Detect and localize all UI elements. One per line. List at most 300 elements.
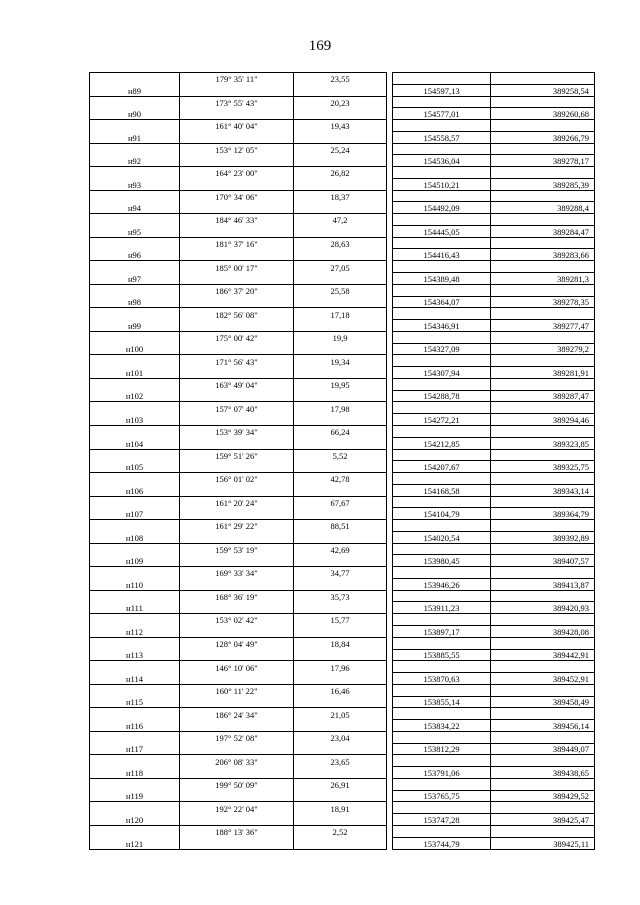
angle-cell: 161° 29' 22" xyxy=(180,520,294,532)
x-cell: 154536,04 xyxy=(393,155,491,167)
length-cell: 20,23 xyxy=(294,96,387,108)
length-cell: 26,82 xyxy=(294,167,387,179)
length-cell xyxy=(294,508,387,520)
x-cell xyxy=(393,802,491,814)
segment-row xyxy=(90,449,595,461)
length-cell: 19,43 xyxy=(294,120,387,132)
length-cell xyxy=(294,602,387,614)
point-cell: н116 xyxy=(90,720,180,732)
y-cell: 389278,17 xyxy=(491,155,595,167)
length-cell xyxy=(294,696,387,708)
angle-cell xyxy=(180,343,294,355)
length-cell: 18,84 xyxy=(294,637,387,649)
point-cell: н92 xyxy=(90,155,180,167)
length-cell xyxy=(294,578,387,590)
angle-cell xyxy=(180,367,294,379)
point-row xyxy=(90,343,595,355)
x-cell: 154364,07 xyxy=(393,296,491,308)
segment-row xyxy=(90,802,595,814)
x-cell xyxy=(393,308,491,320)
length-cell: 15,77 xyxy=(294,614,387,626)
y-cell: 389452,91 xyxy=(491,673,595,685)
y-cell: 389260,68 xyxy=(491,108,595,120)
x-cell xyxy=(393,543,491,555)
y-cell xyxy=(491,543,595,555)
x-cell: 154168,58 xyxy=(393,484,491,496)
length-cell xyxy=(294,225,387,237)
length-cell: 21,05 xyxy=(294,708,387,720)
point-cell: н115 xyxy=(90,696,180,708)
angle-cell: 179° 35' 11" xyxy=(180,73,294,85)
point-cell xyxy=(90,96,180,108)
point-cell: н99 xyxy=(90,320,180,332)
y-cell: 389277,47 xyxy=(491,320,595,332)
length-cell xyxy=(294,743,387,755)
y-cell xyxy=(491,520,595,532)
y-cell xyxy=(491,237,595,249)
angle-cell xyxy=(180,602,294,614)
angle-cell xyxy=(180,555,294,567)
point-cell xyxy=(90,826,180,838)
x-cell: 153747,28 xyxy=(393,814,491,826)
length-cell xyxy=(294,531,387,543)
x-cell xyxy=(393,496,491,508)
point-cell: н93 xyxy=(90,178,180,190)
x-cell xyxy=(393,120,491,132)
x-cell: 153855,14 xyxy=(393,696,491,708)
x-cell: 153870,63 xyxy=(393,673,491,685)
x-cell xyxy=(393,214,491,226)
x-cell: 153885,55 xyxy=(393,649,491,661)
point-row xyxy=(90,720,595,732)
point-row xyxy=(90,84,595,96)
point-cell: н120 xyxy=(90,814,180,826)
point-cell: н104 xyxy=(90,437,180,449)
point-row xyxy=(90,837,595,849)
point-cell xyxy=(90,496,180,508)
y-cell: 389294,46 xyxy=(491,414,595,426)
angle-cell xyxy=(180,673,294,685)
y-cell xyxy=(491,73,595,85)
angle-cell: 153° 39' 34" xyxy=(180,425,294,437)
y-cell xyxy=(491,167,595,179)
length-cell xyxy=(294,202,387,214)
y-cell: 389425,47 xyxy=(491,814,595,826)
point-cell: н97 xyxy=(90,273,180,285)
y-cell xyxy=(491,378,595,390)
angle-cell: 206° 08' 33" xyxy=(180,755,294,767)
length-cell xyxy=(294,649,387,661)
point-row xyxy=(90,531,595,543)
point-row xyxy=(90,225,595,237)
length-cell: 26,91 xyxy=(294,778,387,790)
length-cell: 18,91 xyxy=(294,802,387,814)
segment-row xyxy=(90,637,595,649)
angle-cell: 156° 01' 02" xyxy=(180,473,294,485)
point-cell xyxy=(90,331,180,343)
x-cell: 154104,79 xyxy=(393,508,491,520)
angle-cell xyxy=(180,814,294,826)
y-cell: 389284,47 xyxy=(491,225,595,237)
point-cell xyxy=(90,214,180,226)
x-cell xyxy=(393,567,491,579)
y-cell xyxy=(491,637,595,649)
angle-cell: 168° 36' 19" xyxy=(180,590,294,602)
point-row xyxy=(90,202,595,214)
length-cell: 42,78 xyxy=(294,473,387,485)
y-cell: 389266,79 xyxy=(491,131,595,143)
y-cell: 389281,91 xyxy=(491,367,595,379)
segment-row xyxy=(90,261,595,273)
point-cell: н113 xyxy=(90,649,180,661)
angle-cell xyxy=(180,484,294,496)
y-cell: 389407,57 xyxy=(491,555,595,567)
x-cell: 154327,09 xyxy=(393,343,491,355)
length-cell xyxy=(294,131,387,143)
angle-cell xyxy=(180,273,294,285)
y-cell: 389456,14 xyxy=(491,720,595,732)
point-row xyxy=(90,414,595,426)
x-cell: 154020,54 xyxy=(393,531,491,543)
segment-row xyxy=(90,425,595,437)
x-cell xyxy=(393,708,491,720)
segment-row xyxy=(90,96,595,108)
y-cell xyxy=(491,308,595,320)
length-cell: 17,96 xyxy=(294,661,387,673)
point-row xyxy=(90,461,595,473)
x-cell: 154558,57 xyxy=(393,131,491,143)
x-cell xyxy=(393,731,491,743)
point-row xyxy=(90,108,595,120)
length-cell xyxy=(294,767,387,779)
point-row xyxy=(90,625,595,637)
x-cell xyxy=(393,73,491,85)
length-cell xyxy=(294,320,387,332)
x-cell: 153834,22 xyxy=(393,720,491,732)
y-cell xyxy=(491,449,595,461)
point-cell xyxy=(90,614,180,626)
coordinates-table xyxy=(89,72,595,850)
length-cell: 34,77 xyxy=(294,567,387,579)
point-cell: н117 xyxy=(90,743,180,755)
segment-row xyxy=(90,755,595,767)
point-cell xyxy=(90,143,180,155)
point-cell: н103 xyxy=(90,414,180,426)
y-cell: 389278,35 xyxy=(491,296,595,308)
length-cell xyxy=(294,790,387,802)
point-cell xyxy=(90,778,180,790)
angle-cell xyxy=(180,131,294,143)
segment-row xyxy=(90,308,595,320)
point-cell xyxy=(90,684,180,696)
y-cell: 389458,49 xyxy=(491,696,595,708)
length-cell: 18,37 xyxy=(294,190,387,202)
y-cell: 389279,2 xyxy=(491,343,595,355)
length-cell: 2,52 xyxy=(294,826,387,838)
x-cell xyxy=(393,449,491,461)
x-cell xyxy=(393,473,491,485)
angle-cell xyxy=(180,414,294,426)
angle-cell: 184° 46' 33" xyxy=(180,214,294,226)
segment-row xyxy=(90,190,595,202)
x-cell xyxy=(393,237,491,249)
point-row xyxy=(90,390,595,402)
point-cell: н106 xyxy=(90,484,180,496)
point-row xyxy=(90,508,595,520)
segment-row xyxy=(90,543,595,555)
point-cell: н91 xyxy=(90,131,180,143)
y-cell xyxy=(491,96,595,108)
angle-cell: 159° 51' 26" xyxy=(180,449,294,461)
length-cell: 25,58 xyxy=(294,284,387,296)
length-cell xyxy=(294,178,387,190)
segment-row xyxy=(90,496,595,508)
angle-cell: 192° 22' 04" xyxy=(180,802,294,814)
point-row xyxy=(90,437,595,449)
x-cell xyxy=(393,96,491,108)
x-cell: 154389,48 xyxy=(393,273,491,285)
point-cell xyxy=(90,73,180,85)
y-cell xyxy=(491,284,595,296)
angle-cell xyxy=(180,508,294,520)
length-cell: 47,2 xyxy=(294,214,387,226)
x-cell xyxy=(393,143,491,155)
angle-cell: 169° 33' 34" xyxy=(180,567,294,579)
point-cell: н114 xyxy=(90,673,180,685)
y-cell: 389420,93 xyxy=(491,602,595,614)
segment-row xyxy=(90,73,595,85)
point-cell: н118 xyxy=(90,767,180,779)
x-cell xyxy=(393,190,491,202)
point-cell xyxy=(90,520,180,532)
point-row xyxy=(90,602,595,614)
point-cell: н96 xyxy=(90,249,180,261)
y-cell xyxy=(491,120,595,132)
length-cell: 35,73 xyxy=(294,590,387,602)
x-cell: 154492,09 xyxy=(393,202,491,214)
point-cell: н90 xyxy=(90,108,180,120)
x-cell xyxy=(393,614,491,626)
y-cell xyxy=(491,661,595,673)
angle-cell: 161° 20' 24" xyxy=(180,496,294,508)
point-row xyxy=(90,367,595,379)
angle-cell xyxy=(180,531,294,543)
point-cell: н108 xyxy=(90,531,180,543)
angle-cell: 188° 13' 36" xyxy=(180,826,294,838)
length-cell xyxy=(294,367,387,379)
y-cell xyxy=(491,731,595,743)
x-cell: 153812,29 xyxy=(393,743,491,755)
length-cell: 23,55 xyxy=(294,73,387,85)
angle-cell: 170° 34' 06" xyxy=(180,190,294,202)
point-cell xyxy=(90,637,180,649)
segment-row xyxy=(90,614,595,626)
segment-row xyxy=(90,661,595,673)
angle-cell xyxy=(180,108,294,120)
segment-row xyxy=(90,567,595,579)
segment-row xyxy=(90,684,595,696)
x-cell: 154597,13 xyxy=(393,84,491,96)
length-cell xyxy=(294,390,387,402)
length-cell xyxy=(294,461,387,473)
y-cell xyxy=(491,473,595,485)
x-cell xyxy=(393,331,491,343)
point-cell xyxy=(90,284,180,296)
angle-cell: 153° 12' 05" xyxy=(180,143,294,155)
segment-row xyxy=(90,214,595,226)
point-cell xyxy=(90,567,180,579)
segment-row xyxy=(90,355,595,367)
point-row xyxy=(90,131,595,143)
angle-cell: 186° 37' 20" xyxy=(180,284,294,296)
angle-cell: 160° 11' 22" xyxy=(180,684,294,696)
point-cell: н119 xyxy=(90,790,180,802)
y-cell: 389323,85 xyxy=(491,437,595,449)
length-cell: 17,18 xyxy=(294,308,387,320)
x-cell: 154212,85 xyxy=(393,437,491,449)
point-cell: н102 xyxy=(90,390,180,402)
y-cell: 389364,79 xyxy=(491,508,595,520)
angle-cell xyxy=(180,696,294,708)
angle-cell: 128° 04' 49" xyxy=(180,637,294,649)
x-cell: 154577,01 xyxy=(393,108,491,120)
y-cell: 389425,11 xyxy=(491,837,595,849)
y-cell xyxy=(491,802,595,814)
length-cell: 23,65 xyxy=(294,755,387,767)
length-cell xyxy=(294,673,387,685)
angle-cell xyxy=(180,437,294,449)
angle-cell xyxy=(180,178,294,190)
angle-cell xyxy=(180,202,294,214)
length-cell: 19,9 xyxy=(294,331,387,343)
point-cell: н107 xyxy=(90,508,180,520)
length-cell: 28,63 xyxy=(294,237,387,249)
length-cell: 27,05 xyxy=(294,261,387,273)
y-cell xyxy=(491,425,595,437)
point-cell: н101 xyxy=(90,367,180,379)
segment-row xyxy=(90,331,595,343)
length-cell xyxy=(294,625,387,637)
angle-cell xyxy=(180,296,294,308)
coordinates-table-body xyxy=(90,73,595,850)
x-cell xyxy=(393,637,491,649)
x-cell: 154445,05 xyxy=(393,225,491,237)
x-cell: 154207,67 xyxy=(393,461,491,473)
angle-cell: 171° 56' 43" xyxy=(180,355,294,367)
angle-cell xyxy=(180,84,294,96)
y-cell xyxy=(491,614,595,626)
point-cell xyxy=(90,708,180,720)
x-cell xyxy=(393,684,491,696)
point-cell: н109 xyxy=(90,555,180,567)
x-cell: 154416,43 xyxy=(393,249,491,261)
segment-row xyxy=(90,826,595,838)
point-row xyxy=(90,296,595,308)
point-cell xyxy=(90,378,180,390)
y-cell: 389258,54 xyxy=(491,84,595,96)
x-cell: 153911,23 xyxy=(393,602,491,614)
angle-cell: 175° 00' 42" xyxy=(180,331,294,343)
y-cell xyxy=(491,214,595,226)
segment-row xyxy=(90,520,595,532)
length-cell xyxy=(294,437,387,449)
point-cell xyxy=(90,755,180,767)
length-cell: 66,24 xyxy=(294,425,387,437)
page-number: 169 xyxy=(308,38,332,54)
angle-cell xyxy=(180,461,294,473)
y-cell xyxy=(491,684,595,696)
point-row xyxy=(90,649,595,661)
length-cell: 5,52 xyxy=(294,449,387,461)
angle-cell xyxy=(180,225,294,237)
length-cell xyxy=(294,720,387,732)
y-cell: 389442,91 xyxy=(491,649,595,661)
point-cell: н89 xyxy=(90,84,180,96)
angle-cell: 199° 50' 09" xyxy=(180,778,294,790)
segment-row xyxy=(90,708,595,720)
coordinates-table-container xyxy=(89,72,594,850)
y-cell xyxy=(491,496,595,508)
x-cell: 154288,78 xyxy=(393,390,491,402)
y-cell: 389343,14 xyxy=(491,484,595,496)
angle-cell xyxy=(180,767,294,779)
point-cell xyxy=(90,731,180,743)
point-cell xyxy=(90,661,180,673)
y-cell xyxy=(491,590,595,602)
y-cell xyxy=(491,778,595,790)
y-cell xyxy=(491,402,595,414)
angle-cell: 159° 53' 19" xyxy=(180,543,294,555)
point-cell xyxy=(90,543,180,555)
length-cell: 19,34 xyxy=(294,355,387,367)
length-cell xyxy=(294,414,387,426)
angle-cell: 181° 37' 16" xyxy=(180,237,294,249)
y-cell: 389325,75 xyxy=(491,461,595,473)
angle-cell: 197° 52' 08" xyxy=(180,731,294,743)
length-cell: 88,51 xyxy=(294,520,387,532)
y-cell: 389449,07 xyxy=(491,743,595,755)
y-cell xyxy=(491,826,595,838)
segment-row xyxy=(90,284,595,296)
angle-cell: 163° 49' 04" xyxy=(180,378,294,390)
segment-row xyxy=(90,120,595,132)
y-cell: 389288,4 xyxy=(491,202,595,214)
angle-cell xyxy=(180,390,294,402)
x-cell xyxy=(393,755,491,767)
x-cell: 153791,06 xyxy=(393,767,491,779)
angle-cell xyxy=(180,720,294,732)
y-cell: 389413,87 xyxy=(491,578,595,590)
x-cell xyxy=(393,778,491,790)
point-cell: н112 xyxy=(90,625,180,637)
x-cell: 153980,45 xyxy=(393,555,491,567)
point-cell: н111 xyxy=(90,602,180,614)
point-cell: н95 xyxy=(90,225,180,237)
length-cell xyxy=(294,84,387,96)
point-cell: н100 xyxy=(90,343,180,355)
angle-cell: 182° 56' 08" xyxy=(180,308,294,320)
y-cell: 389287,47 xyxy=(491,390,595,402)
segment-row xyxy=(90,402,595,414)
segment-row xyxy=(90,731,595,743)
x-cell: 153765,75 xyxy=(393,790,491,802)
point-cell xyxy=(90,308,180,320)
point-cell xyxy=(90,237,180,249)
length-cell: 67,67 xyxy=(294,496,387,508)
angle-cell xyxy=(180,320,294,332)
angle-cell: 185° 00' 17" xyxy=(180,261,294,273)
point-cell: н105 xyxy=(90,461,180,473)
